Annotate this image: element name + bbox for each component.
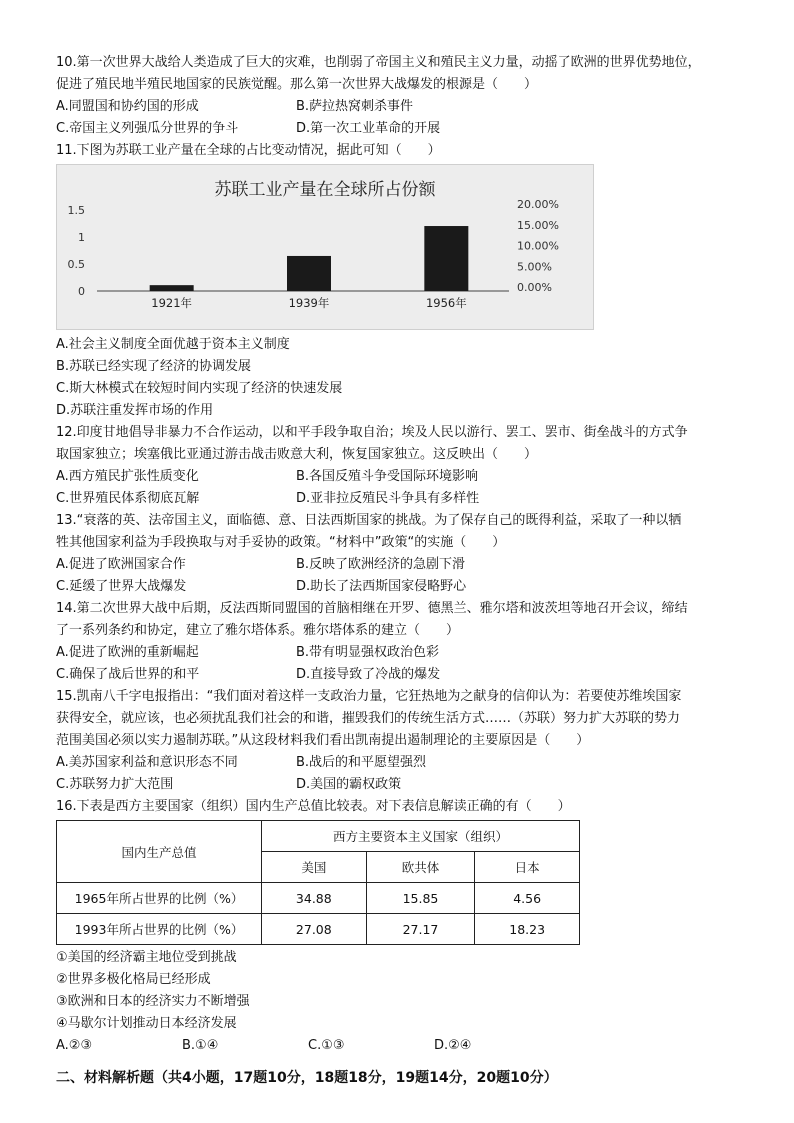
table-row-header: 国内生产总值 [57,821,262,883]
option-c: C.苏联努力扩大范围 [56,777,174,792]
left-tick-label: 0.5 [67,258,85,271]
question-15-stem-line1: 15.凯南八千字电报指出：“我们面对着这样一支政治力量，它狂热地为之献身的信仰认为：若要使苏维埃国家 [56,689,682,704]
right-tick-label: 5.00% [517,260,552,274]
statement-4: ④马歇尔计划推动日本经济发展 [56,1016,237,1031]
option-c: C.帝国主义列强瓜分世界的争斗 [56,121,239,136]
option-b: B.战后的和平愿望强烈 [296,755,427,770]
soviet-industry-chart [56,164,594,330]
x-tick-label: 1939年 [288,296,330,310]
option-c: C.①③ [308,1038,345,1053]
right-tick-label: 20.00% [517,198,559,211]
question-12-options-row1 [56,466,740,488]
question-10-stem-line1: 10.第一次世界大战给人类造成了巨大的灾难，也削弱了帝国主义和殖民主义力量，动摇了欧洲的世界优势地位， [56,55,701,70]
question-15-options-row2 [56,774,740,796]
option-b: B.萨拉热窝刺杀事件 [296,99,414,114]
option-c: C.延缓了世界大战爆发 [56,579,187,594]
table-cell: 18.23 [475,914,580,945]
option-a: A.西方殖民扩张性质变化 [56,469,199,484]
left-tick-label: 1 [78,231,85,244]
question-13-options-row1 [56,554,740,576]
question-11-option-d: D.苏联注重发挥市场的作用 [56,403,214,418]
option-a: A.促进了欧洲国家合作 [56,557,186,572]
bars [150,226,469,291]
question-11-option-c: C.斯大林模式在较短时间内实现了经济的快速发展 [56,381,343,396]
left-tick-label: 1.5 [67,204,85,217]
table-row [57,883,580,914]
question-14-options-row2 [56,664,740,686]
chart-title: 苏联工业产量在全球所占份额 [214,180,436,200]
statement-2: ②世界多极化格局已经形成 [56,972,211,987]
option-b: B.各国反殖斗争受国际环境影响 [296,469,479,484]
right-tick-label: 15.00% [517,218,559,232]
question-15-stem-line3: 范围美国必须以实力遏制苏联。”从这段材料我们看出凯南提出遏制理论的主要原因是（ ） [56,733,590,748]
option-c: C.确保了战后世界的和平 [56,667,200,682]
table-header-row [57,821,580,852]
option-b: B.带有明显强权政治色彩 [296,645,440,660]
option-a: A.美苏国家利益和意识形态不同 [56,755,238,770]
question-12-stem-line2: 取国家独立；埃塞俄比亚通过游击战击败意大利，恢复国家独立。这反映出（ ） [56,447,538,462]
table-row-label: 1965年所占世界的比例（%） [57,883,262,914]
table-column-header: 欧共体 [366,852,475,883]
x-tick-label: 1921年 [151,296,193,310]
question-11 [56,140,740,422]
option-d: D.直接导致了冷战的爆发 [296,667,441,682]
option-d: D.助长了法西斯国家侵略野心 [296,579,467,594]
question-10-options-row1 [56,96,740,118]
left-axis-ticks [68,204,86,298]
exam-page [56,52,740,1089]
question-11-option-b: B.苏联已经实现了经济的协调发展 [56,359,252,374]
option-b: B.①④ [182,1038,219,1053]
table-column-header: 日本 [475,852,580,883]
option-d: D.亚非拉反殖民斗争具有多样性 [296,491,480,506]
question-10-stem-line2: 促进了殖民地半殖民地国家的民族觉醒。那么第一次世界大战爆发的根源是（ ） [56,77,538,92]
option-b: B.反映了欧洲经济的急剧下滑 [296,557,466,572]
question-12-stem-line1: 12.印度甘地倡导非暴力不合作运动，以和平手段争取自治；埃及人民以游行、罢工、罢市、街垒战斗的方式争 [56,425,688,440]
x-tick-label: 1956年 [425,296,467,310]
question-16 [56,796,740,1057]
question-14-stem-line1: 14.第二次世界大战中后期，反法西斯同盟国的首脑相继在开罗、德黑兰、雅尔塔和波茨坦等地召开会议，缔结 [56,601,688,616]
question-14-stem-line2: 了一系列条约和协定，建立了雅尔塔体系。雅尔塔体系的建立（ ） [56,623,460,638]
question-14 [56,598,740,686]
table-row-label: 1993年所占世界的比例（%） [57,914,262,945]
question-12 [56,422,740,510]
table-group-header: 西方主要资本主义国家（组织） [262,821,580,852]
gdp-table [56,820,580,945]
table-column-header: 美国 [262,852,367,883]
statement-3: ③欧洲和日本的经济实力不断增强 [56,994,250,1009]
question-11-option-a: A.社会主义制度全面优越于资本主义制度 [56,337,290,352]
bar [150,285,194,291]
question-15-stem-line2: 获得安全，就应该，也必须扰乱我们社会的和谐，摧毁我们的传统生活方式……（苏联）努力扩大苏联的势力 [56,711,681,726]
option-c: C.世界殖民体系彻底瓦解 [56,491,200,506]
question-13-stem-line1: 13.“衰落的英、法帝国主义，面临德、意、日法西斯国家的挑战。为了保存自己的既得利益，采取了一种以牺 [56,513,682,528]
option-a: A.促进了欧洲的重新崛起 [56,645,199,660]
question-16-stem: 16.下表是西方主要国家（组织）国内生产总值比较表。对下表信息解读正确的有（ ） [56,799,571,814]
left-tick-label: 0 [78,285,85,298]
table-cell: 15.85 [366,883,475,914]
right-axis-ticks [517,198,559,294]
right-tick-label: 10.00% [517,239,559,253]
chart-svg [57,165,593,329]
option-d: D.第一次工业革命的开展 [296,121,441,136]
question-15 [56,686,740,796]
table-cell: 27.17 [366,914,475,945]
question-11-stem: 11.下图为苏联工业产量在全球的占比变动情况，据此可知（ ） [56,143,441,158]
table-row [57,914,580,945]
table-cell: 34.88 [262,883,367,914]
option-d: D.美国的霸权政策 [296,777,402,792]
question-15-options-row1 [56,752,740,774]
option-d: D.②④ [434,1038,472,1053]
statement-1: ①美国的经济霸主地位受到挑战 [56,950,237,965]
question-12-options-row2 [56,488,740,510]
section-2-title: 二、材料解析题（共4小题，17题10分，18题18分，19题14分，20题10分） [56,1070,558,1086]
option-a: A.同盟国和协约国的形成 [56,99,199,114]
question-16-options [56,1035,740,1057]
question-13-stem-line2: 牲其他国家利益为手段换取与对手妥协的政策。“材料中”政策“的实施（ ） [56,535,506,550]
question-10-options-row2 [56,118,740,140]
table-cell: 27.08 [262,914,367,945]
question-10 [56,52,740,140]
question-14-options-row1 [56,642,740,664]
option-a: A.②③ [56,1038,93,1053]
bar [287,256,331,291]
question-13-options-row2 [56,576,740,598]
bar [424,226,468,291]
x-axis-labels [151,296,467,310]
right-tick-label: 0.00% [517,281,552,294]
question-13 [56,510,740,598]
table-cell: 4.56 [475,883,580,914]
